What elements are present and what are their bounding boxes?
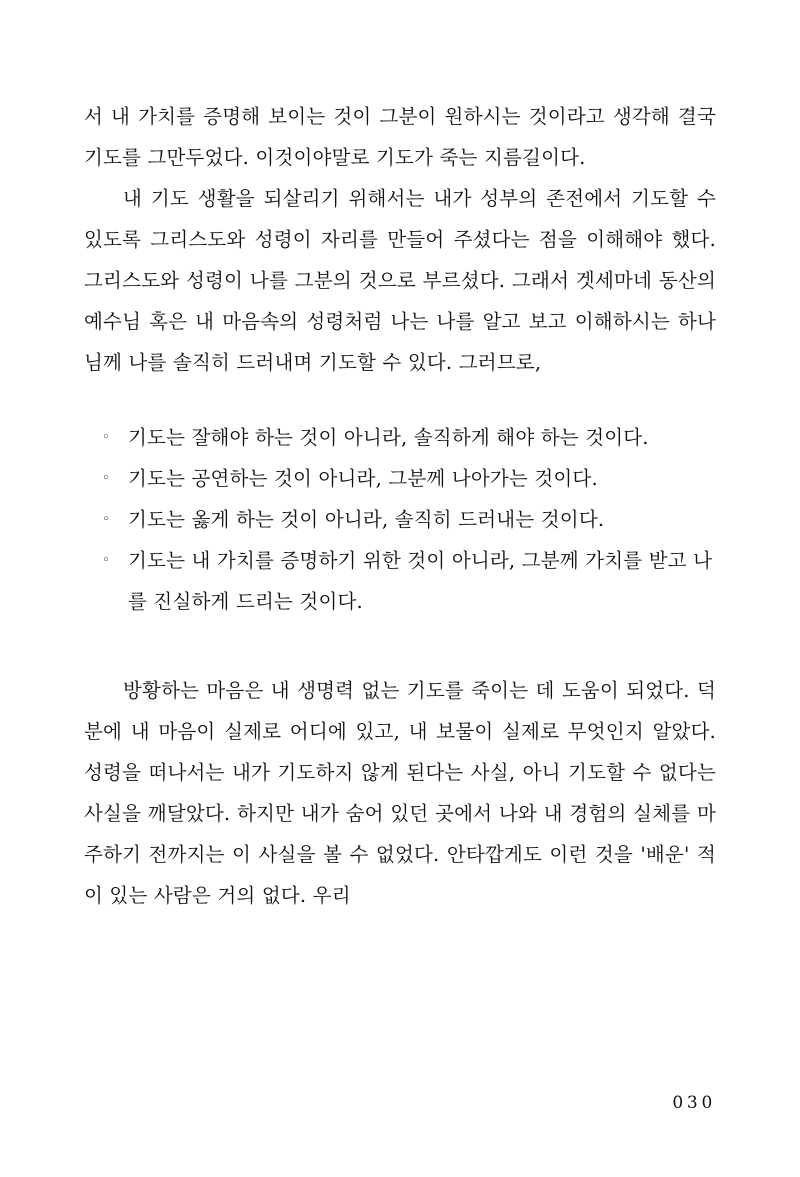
list-item-label: 기도는 잘해야 하는 것이 아니라, 솔직하게 해야 하는 것이다. — [128, 426, 649, 449]
list-item — [84, 458, 716, 499]
page-content — [84, 96, 716, 916]
list-item — [84, 417, 716, 458]
list-item-label: 기도는 공연하는 것이 아니라, 그분께 나아가는 것이다. — [128, 467, 598, 490]
list-item-label: 기도는 옳게 하는 것이 아니라, 솔직히 드러내는 것이다. — [128, 508, 605, 531]
paragraph-continuation: 서 내 가치를 증명해 보이는 것이 그분이 원하시는 것이라고 생각해 결국 기도를 그만두었다. 이것이야말로 기도가 죽는 지름길이다. — [84, 105, 716, 169]
bullet-icon: ◦ — [102, 553, 110, 568]
bullet-icon: ◦ — [102, 512, 110, 527]
paragraph-wandering-mind: 방황하는 마음은 내 생명력 없는 기도를 죽이는 데 도움이 되었다. 덕분에 내 마음이 실제로 어디에 있고, 내 보물이 실제로 무엇인지 알았다. 성령을 떠나서는 내가 기도하지 않게 된다는 사실, 아니 기도할 수 없다는 사실을 깨달았다. 하지만 내가 숨어 있던 곳에서 나와 내 경험의 실체를 마주하기 전까지는 이 사실을 볼 수 없었다. 안타깝게도 이런 것을 '배운' 적이 있는 사람은 거의 없다. 우리 — [84, 679, 716, 907]
paragraph-prayer-life: 내 기도 생활을 되살리기 위해서는 내가 성부의 존전에서 기도할 수 있도록 그리스도와 성령이 자리를 만들어 주셨다는 점을 이해해야 했다. 그리스도와 성령이 나를 그분의 것으로 부르셨다. 그래서 겟세마네 동산의 예수님 혹은 내 마음속의 성령처럼 나는 나를 알고 보고 이해하시는 하나님께 나를 솔직히 드러내며 기도할 수 있다. 그러므로, — [84, 187, 716, 374]
page-number: 030 — [672, 1093, 716, 1113]
list-item — [84, 540, 716, 622]
list-item — [84, 499, 716, 540]
bullet-icon: ◦ — [102, 430, 110, 445]
list-item-label: 기도는 내 가치를 증명하기 위한 것이 아니라, 그분께 가치를 받고 나를 진실하게 드리는 것이다. — [128, 549, 713, 613]
bullet-list — [84, 417, 716, 622]
bullet-icon: ◦ — [102, 471, 110, 486]
